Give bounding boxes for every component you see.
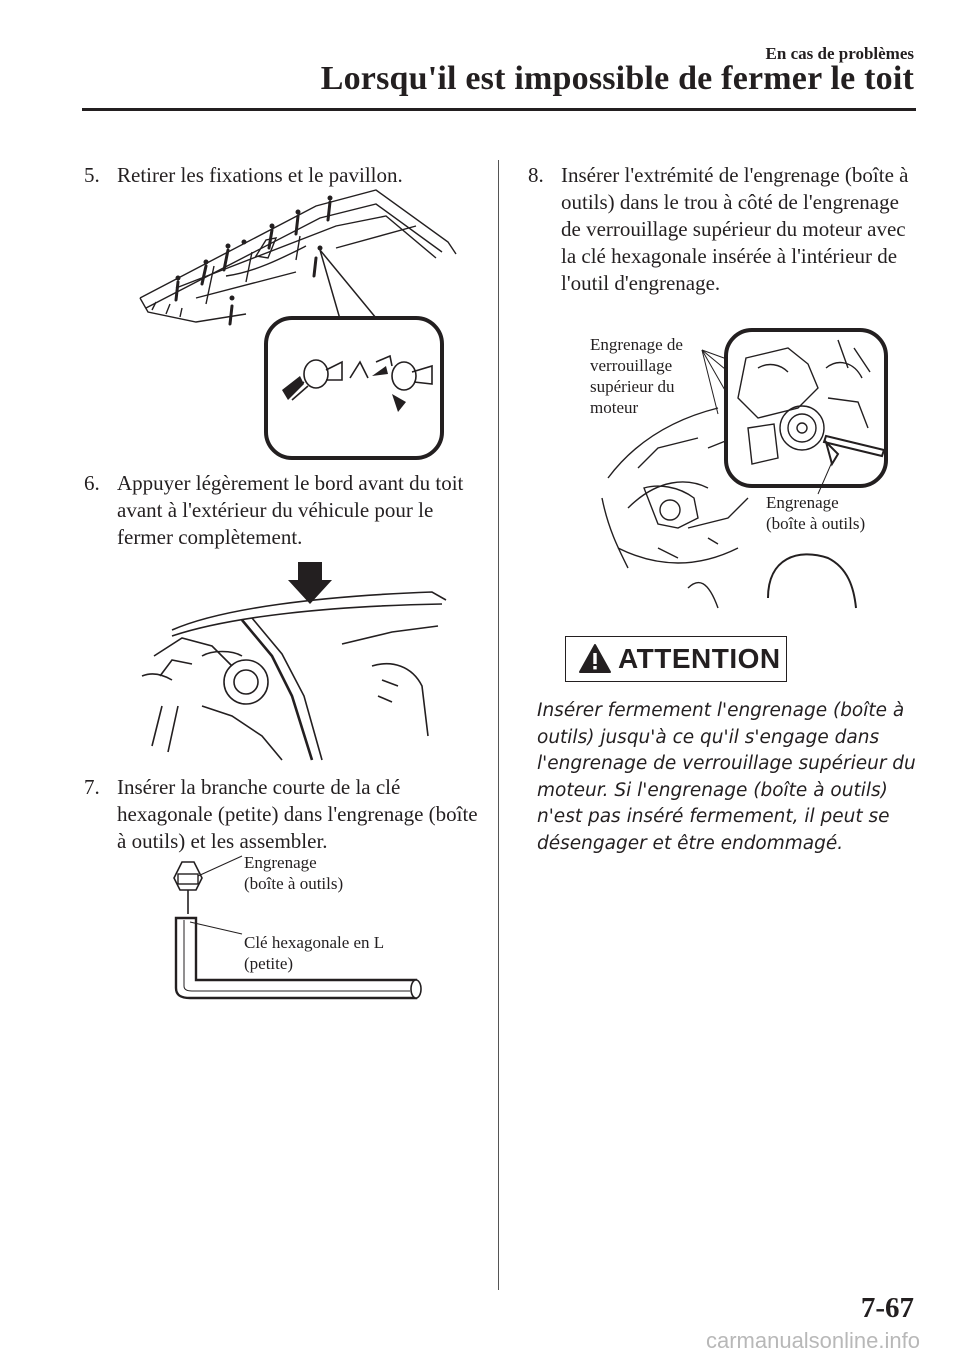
step-6 xyxy=(84,470,484,551)
label-toolbox-gear: Engrenage (boîte à outils) xyxy=(766,493,866,533)
step-text: Insérer la branche courte de la clé hexagonale (petite) dans l'engrenage (boîte à outils) et les assembler. xyxy=(117,775,478,853)
watermark: carmanualsonline.info xyxy=(705,1328,920,1353)
label-lock-gear: Engrenage de verrouillage supérieur du moteur xyxy=(590,335,683,417)
figure-roof-fasteners xyxy=(136,186,476,466)
step-text: Retirer les fixations et le pavillon. xyxy=(117,163,403,187)
attention-heading: ATTENTION xyxy=(618,643,781,674)
step-number: 6. xyxy=(84,471,100,495)
warning-icon xyxy=(578,643,612,675)
attention-banner xyxy=(565,636,787,682)
section-title: En cas de problèmes xyxy=(765,44,914,63)
label-gear-toolbox: Engrenage (boîte à outils) xyxy=(244,853,344,893)
step-number: 5. xyxy=(84,163,100,187)
step-number: 8. xyxy=(528,163,544,187)
step-text: Appuyer légèrement le bord avant du toit avant à l'extérieur du véhicule pour le fermer complètement. xyxy=(117,471,464,549)
page-number: 7-67 xyxy=(860,1292,914,1324)
header-rule xyxy=(82,108,916,111)
step-5 xyxy=(84,162,484,189)
figure-close-roof xyxy=(142,556,452,760)
page-title: Lorsqu'il est impossible de fermer le toit xyxy=(320,60,914,97)
column-divider xyxy=(498,160,499,1290)
step-7 xyxy=(84,774,484,855)
attention-body: Insérer fermement l'engrenage (boîte à outils) jusqu'à ce qu'il s'engage dans l'engrenage de verrouillage supérieur du moteur. Si l'engrenage (boîte à outils) n'est pas inséré fermement, il peut se désengager et être endommagé. xyxy=(537,700,916,854)
step-number: 7. xyxy=(84,775,100,799)
label-hex-key: Clé hexagonale en L (petite) xyxy=(244,933,385,973)
step-8 xyxy=(528,162,918,297)
step-text: Insérer l'extrémité de l'engrenage (boîte à outils) dans le trou à côté de l'engrenage de verrouillage supérieur du moteur avec la clé hexagonale insérée à l'intérieur de l'outil d'engrenage. xyxy=(561,163,909,295)
